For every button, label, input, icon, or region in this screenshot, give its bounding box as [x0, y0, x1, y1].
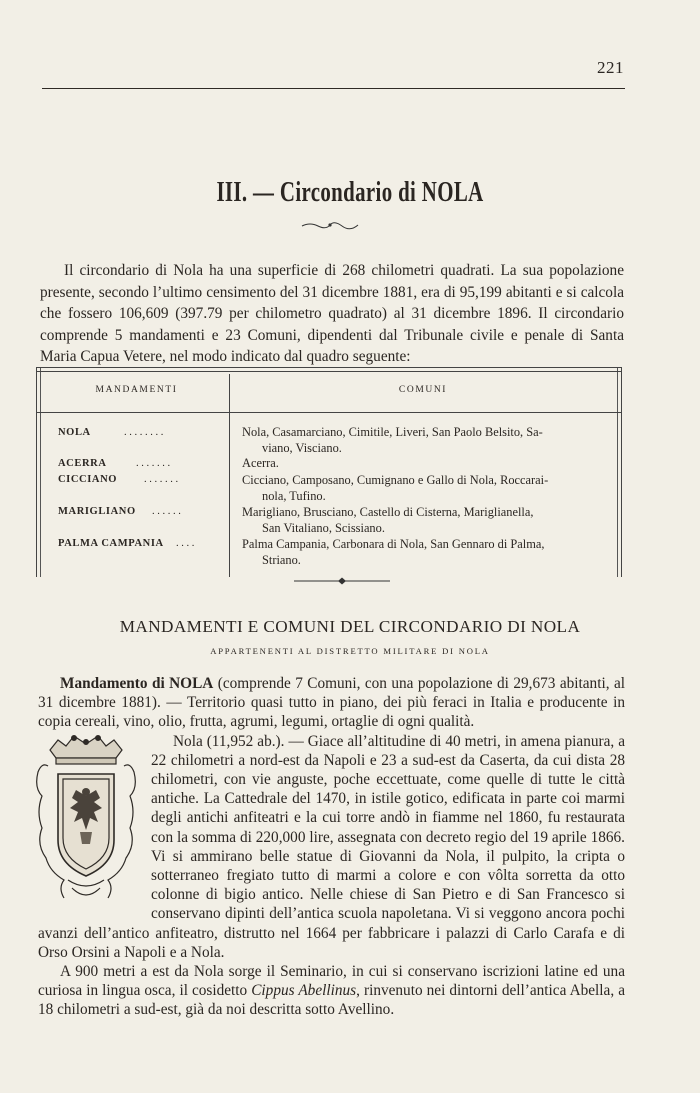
header-comuni: COMUNI	[398, 385, 448, 395]
page-number: 221	[597, 58, 624, 77]
table-top-rule-double	[36, 371, 622, 372]
table-end-ornament	[294, 576, 390, 586]
comuni-line: Nola, Casamarciano, Cimitile, Liveri, San Paolo Belsito, Sa-	[242, 425, 543, 439]
comuni-line: viano, Visciano.	[262, 440, 342, 455]
leader-dots: . . . . . . .	[136, 458, 171, 469]
mandamento-name: NOLA	[58, 427, 91, 438]
mandamento-name: PALMA CAMPANIA	[58, 538, 164, 549]
mandamento-name: CICCIANO	[58, 474, 118, 485]
leader-dots: . . . . . . . .	[124, 427, 164, 438]
section-subtitle: APPARTENENTI AL DISTRETTO MILITARE DI NOLA	[210, 646, 490, 656]
body-text	[38, 674, 625, 1020]
comuni-line: Marigliano, Brusciano, Castello di Cisterna, Mariglianella,	[242, 505, 534, 519]
leader-dots: . . . . . . .	[144, 474, 179, 485]
comuni-list	[242, 505, 612, 536]
comuni-line: Cicciano, Camposano, Cumignano e Gallo di Nola, Roccarai-	[242, 473, 549, 487]
comuni-line: Striano.	[262, 552, 301, 567]
comuni-line: San Vitaliano, Scissiano.	[262, 520, 385, 535]
table-column-divider	[229, 374, 230, 577]
table-top-rule	[36, 367, 622, 368]
table-header-rule	[36, 412, 622, 413]
comuni-list	[242, 456, 612, 472]
comuni-line: nola, Tufino.	[262, 488, 326, 503]
districts-table	[36, 367, 622, 577]
header-mandamenti: MANDAMENTI	[95, 385, 178, 395]
comuni-line: Acerra.	[242, 456, 279, 470]
mandamento-name: MARIGLIANO	[58, 506, 136, 517]
paragraph-text: (comprende 7 Comuni, con una popolazione di 29,673 abitanti, al 31 dicembre 1881). — Territorio quasi tutto in piano, dei più feraci in Italia e producente in copia cereali, vino, olio, frutta, agrumi, legumi, ortaglie di ogni qualità.	[38, 675, 625, 731]
paragraph-mandamento	[38, 674, 625, 732]
mandamento-name: ACERRA	[58, 458, 107, 469]
comuni-list	[242, 473, 612, 504]
chapter-title: III. — Circondario di NOLA	[216, 176, 484, 208]
section-title: MANDAMENTI E COMUNI DEL CIRCONDARIO DI NOLA	[119, 617, 581, 636]
header-rule	[42, 88, 625, 89]
intro-paragraph: Il circondario di Nola ha una superficie di 268 chilometri quadrati. La sua popolazione presente, secondo l’ultimo censimento del 31 dicembre 1881, era di 95,199 abitanti e si calcola che fossero 106,609 (397.79 per chilometro quadrato) al 31 dicembre 1896. Il circondario comprende 5 mandamenti e 23 Comuni, dipendenti dal Tribunale civile e penale di Santa Maria Capua Vetere, nel modo indicato dal quadro seguente:	[40, 262, 624, 366]
comuni-list	[242, 425, 612, 456]
leader-dots: . . . . . .	[152, 506, 181, 517]
paragraph-text: A 900 metri a est da Nola sorge il Seminario, in cui si conservano iscrizioni latine ed una curiosa in lingua osca, il cosidetto	[38, 963, 625, 1000]
mandamento-heading: Mandamento di NOLA	[60, 675, 214, 692]
paragraph-nola: Nola (11,952 ab.). — Giace all’altitudine di 40 metri, in amena pianura, a 22 chilometri a nord-est da Napoli e 23 a sud-est da Caserta, da cui dista 28 chilometri, con vie anguste, poche eccettuate, come quelle di tutte le città antiche. La Cattedrale del 1470, in istile gotico, edificata in parte coi marmi degli antichi anfiteatri e la cui torre andò in fiamme nel 1860, fu restaurata con la somma di 220,000 lire, assegnata con decreto regio del 19 aprile 1866. Vi si ammirano belle statue di Giovanni da Nola, il pulpito, la cripta o sotterraneo fregiato tutto di marmi a colore e con vôlta sorretta da otto colonne di bigio antico. Nelle chiese di San Pietro e di San Francesco si conservano dipinti dell’antica scuola napoletana. Vi si veggono ancora pochi avanzi dell’antico anfiteatro, distrutto nel 1664 per fabbricare i palazzi di Carlo Carafa e di Orso Orsini a Napoli e a Nola.	[38, 732, 625, 961]
paragraph-text: , rinvenuto nei dintorni dell’antica Abella, a 18 chilometri a sud-est, già da noi descritta sotto Avellino.	[38, 982, 625, 1019]
comuni-list	[242, 537, 612, 568]
title-ornament	[300, 219, 360, 231]
coat-of-arms-icon	[28, 732, 145, 910]
paragraph-seminario	[38, 962, 625, 1020]
leader-dots: . . . .	[176, 538, 195, 549]
italic-term: Cippus Abellinus	[251, 982, 357, 1000]
comuni-line: Palma Campania, Carbonara di Nola, San Gennaro di Palma,	[242, 537, 545, 551]
